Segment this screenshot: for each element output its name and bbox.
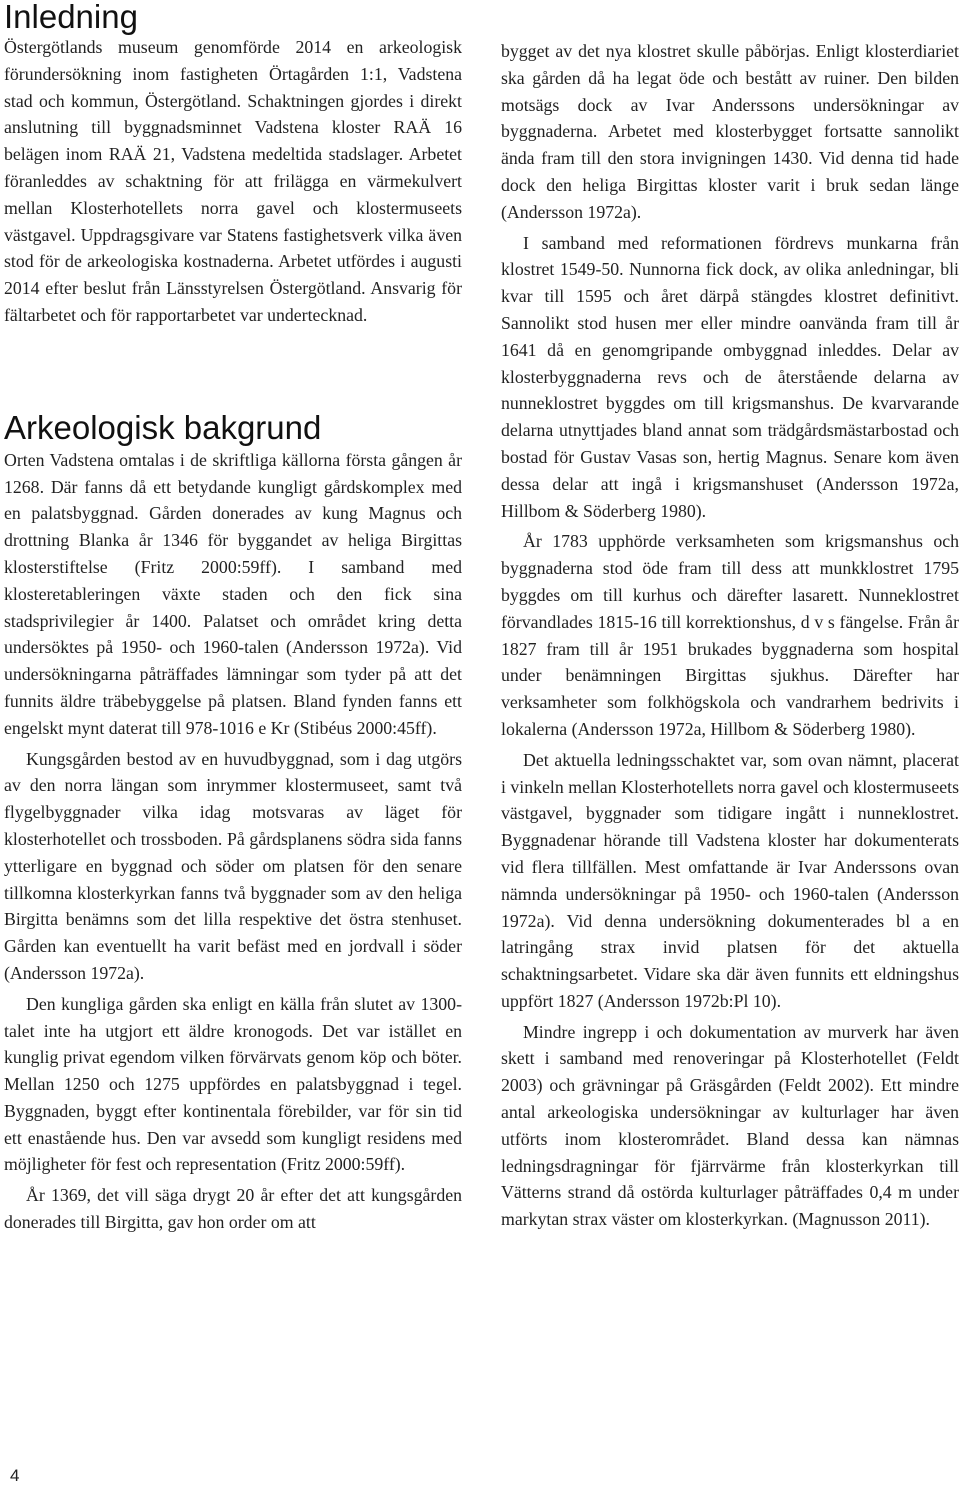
- left-column: [4, 0, 462, 1236]
- right-paragraph-4: Det aktuella ledningsschaktet var, som ovan nämnt, placerat i vinkeln mellan Klosterhotellets norra gavel och klostermuseets västgavel, byggnader som tidigare ingått i nunneklostret. Byggnadenar hörande till Vadstena kloster har dokumenterats vid flera tillfällen. Mest omfattande är Ivar Anderssons ovan nämnda undersökningar på 1950- och 1960-talen (Andersson 1972a). Vid denna undersökning dokumenterades bl a en latringång strax invid platsen för det aktuella schaktningsarbetet. Vidare ska där även funnits ett eldningshus uppfört 1827 (Andersson 1972b:Pl 10).: [501, 749, 959, 1011]
- section-heading-intro: Inledning: [4, 0, 138, 35]
- background-paragraph-4: År 1369, det vill säga drygt 20 år efter det att kungsgården donerades till Birgitta, gav hon order om att: [4, 1185, 462, 1233]
- right-paragraph-2: I samband med reformationen fördrevs munkarna från klostret 1549-50. Nunnorna fick dock, av olika anledningar, bli kvar till 1595 och året därpå stängdes klostret definitivt. Sannolikt stod husen mer eller mindre oanvända fram till år 1641 då en genomgripande ombyggnad inleddes. Delar av klosterbyggnaderna revs och de återstående delarna av nunneklostret byggdes om till krigsmanshus. De kvarvarande delarna utnyttjades bland annat som trädgårdsmästarbostad och bostad för Gustav Vasas son, hertig Magnus. Senare kom även dessa delar att ingå i krigsmanshuset (Andersson 1972a, Hillbom & Söderberg 1980).: [501, 232, 959, 521]
- page-number: 4: [10, 1466, 20, 1485]
- right-paragraph-3: År 1783 upphörde verksamheten som krigsmanshus och byggnaderna stod öde fram till dess att munkklostret 1795 byggdes om till kurhus och därefter lasarett. Nunneklostret förvandlades 1815-16 till korrektionshus, d v s fängelse. Från år 1827 fram till år 1951 brukades byggnaderna som hospital under benämningen Birgittas sjukhus. Därefter har verksamheter som folkhögskola och vandrarhem bedrivits i lokalerna (Andersson 1972a, Hillbom & Söderberg 1980).: [501, 531, 959, 739]
- section-heading-background: Arkeologisk bakgrund: [4, 408, 322, 446]
- right-column: [501, 38, 959, 1233]
- intro-paragraph: Östergötlands museum genomförde 2014 en arkeologisk förundersökning inom fastigheten Örtagården 1:1, Vadstena stad och kommun, Östergötland. Schaktningen gjordes i direkt anslutning till byggnadsminnet Vadstena kloster RAÄ 16 belägen inom RAÄ 21, Vadstena medeltida stadslager. Arbetet föranleddes av schaktning för att frilägga en värmekulvert mellan Klosterhotellets norra gavel och klostermuseets västgavel. Uppdragsgivare var Statens fastighetsverk vilka även stod för de arkeologiska kostnaderna. Arbetet utfördes i augusti 2014 efter beslut från Länsstyrelsen Östergötland. Ansvarig för fältarbetet och för rapportarbetet var undertecknad.: [4, 37, 462, 325]
- background-paragraph-3: Den kungliga gården ska enligt en källa från slutet av 1300-talet inte ha utgjort ett äldre kronogods. Det var istället en kunglig privat egendom vilken förvärvats genom köp och böter. Mellan 1250 och 1275 uppfördes en palatsbyggnad i tegel. Byggnaden, byggt efter kontinentala förebilder, var för sin tid ett enastående hus. Den var avsedd som kungligt residens med möjligheter för fest och representation (Fritz 2000:59ff).: [4, 993, 462, 1175]
- right-paragraph-1: bygget av det nya klostret skulle påbörjas. Enligt klosterdiariet ska gården då ha legat öde och bestått av ruiner. Den bilden motsägs dock av Ivar Anderssons undersökningar av byggnaderna. Arbetet med klosterbygget fortsatte sannolikt ända fram till den stora invigningen 1430. Vid denna tid hade dock den heliga Birgittas kloster varit i bruk sedan länge (Andersson 1972a).: [501, 41, 959, 222]
- background-paragraph-2: Kungsgården bestod av en huvudbyggnad, som i dag utgörs av den norra längan som inrymmer klostermuseet, samt två flygelbyggnader vilka idag motsvaras av läget för klosterhotellet och trossboden. På gårdsplanens södra sida fanns ytterligare en byggnad och söder om platsen för den senare tillkomna klosterkyrkan fanns två byggnader som av den heliga Birgitta benämns som det lilla respektive det östra stenhuset. Gården kan eventuellt ha varit befäst med en jordvall i söder (Andersson 1972a).: [4, 748, 462, 983]
- right-paragraph-5: Mindre ingrepp i och dokumentation av murverk har även skett i samband med renoveringar på Klosterhotellet (Feldt 2003) och grävningar på Gräsgården (Feldt 2002). Ett mindre antal arkeologiska undersökningar av kulturlager har även utförts inom klosterområdet. Bland dessa kan nämnas ledningsdragningar för fjärrvärme från klosterkyrkan till Vätterns strand då ostörda kulturlager påträffades 0,4 m under markytan strax väster om klosterkyrkan. (Magnusson 2011).: [501, 1021, 959, 1230]
- background-paragraph-1: Orten Vadstena omtalas i de skriftliga källorna första gången år 1268. Där fanns då ett betydande kungligt gårdskomplex med en palatsbyggnad. Gården donerades av kung Magnus och drottning Blanka år 1346 för byggandet av heliga Birgittas klosterstiftelse (Fritz 2000:59ff). I samband med klosteretableringen växte staden och den fick sina stadsprivilegier år 1400. Palatset och området kring detta undersöktes på 1950- och 1960-talen (Andersson 1972a). Vid undersökningarna påträffades lämningar som tyder på att det funnits äldre träbebyggelse på platsen. Bland fynden fanns ett engelskt mynt daterat till 978-1016 e Kr (Stibéus 2000:45ff).: [4, 449, 462, 738]
